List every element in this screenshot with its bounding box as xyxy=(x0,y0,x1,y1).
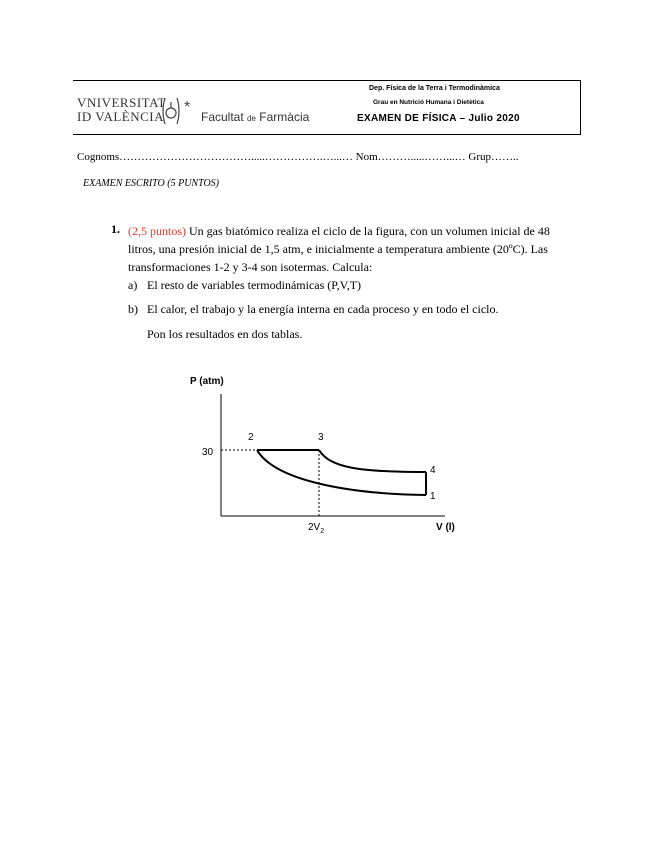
exam-title: EXAMEN DE FÍSICA – Julio 2020 xyxy=(357,113,520,124)
university-line1: VNIVERSITAT xyxy=(77,95,166,110)
student-info-line: Cognoms……………………………….....…………….…...… Nom……….....……...… Grup…….. xyxy=(77,151,519,163)
x-tick-subscript: 2 xyxy=(320,528,325,535)
process-3-4 xyxy=(319,450,426,472)
item-label: a) xyxy=(128,278,138,292)
faculty-logo xyxy=(201,110,309,124)
question-text xyxy=(128,222,573,276)
point-label-4: 4 xyxy=(430,465,436,476)
point-label-1: 1 xyxy=(430,491,436,502)
item-text: El calor, el trabajo y la energía interna en cada proceso y en todo el ciclo. xyxy=(147,302,499,316)
section-title: EXAMEN ESCRITO (5 PUNTOS) xyxy=(83,178,220,189)
y-tick-label: 30 xyxy=(202,447,214,458)
svg-text:*: * xyxy=(184,99,191,116)
question-item-b xyxy=(128,302,498,317)
item-text: El resto de variables termodinámicas (P,V,T) xyxy=(147,278,362,292)
x-axis-label: V (l) xyxy=(436,522,455,533)
university-line2: ID VALÈNCIA xyxy=(77,109,164,124)
question-points: (2,5 puntos) xyxy=(128,224,186,238)
faculty-de: de xyxy=(247,114,256,123)
x-tick-main: 2V xyxy=(308,522,321,533)
faculty-name: Farmàcia xyxy=(259,110,310,124)
question-number: 1. xyxy=(111,222,120,236)
point-label-3: 3 xyxy=(318,432,324,443)
question-item-a xyxy=(128,278,361,293)
x-tick-label xyxy=(308,522,324,535)
department: Dep. Física de la Terra i Termodinàmica xyxy=(369,85,500,92)
y-axis-label: P (atm) xyxy=(190,376,224,387)
degree: Grau en Nutrició Humana i Dietètica xyxy=(373,99,484,106)
question-body: Un gas biatómico realiza el ciclo de la figura, con un volumen inicial de 48 litros, una presión inicial de 1,5 atm, e inicialmente a temperatura ambiente (20ºC). Las transformaciones 1-2 y 3-4 son isotermas. Calcula: xyxy=(128,224,550,274)
university-seal-icon xyxy=(160,96,200,126)
question-note: Pon los resultados en dos tablas. xyxy=(147,327,303,341)
pv-diagram xyxy=(180,366,470,546)
point-label-2: 2 xyxy=(248,432,254,443)
university-logo xyxy=(77,96,166,124)
item-label: b) xyxy=(128,302,138,316)
faculty-prefix: Facultat xyxy=(201,110,244,124)
